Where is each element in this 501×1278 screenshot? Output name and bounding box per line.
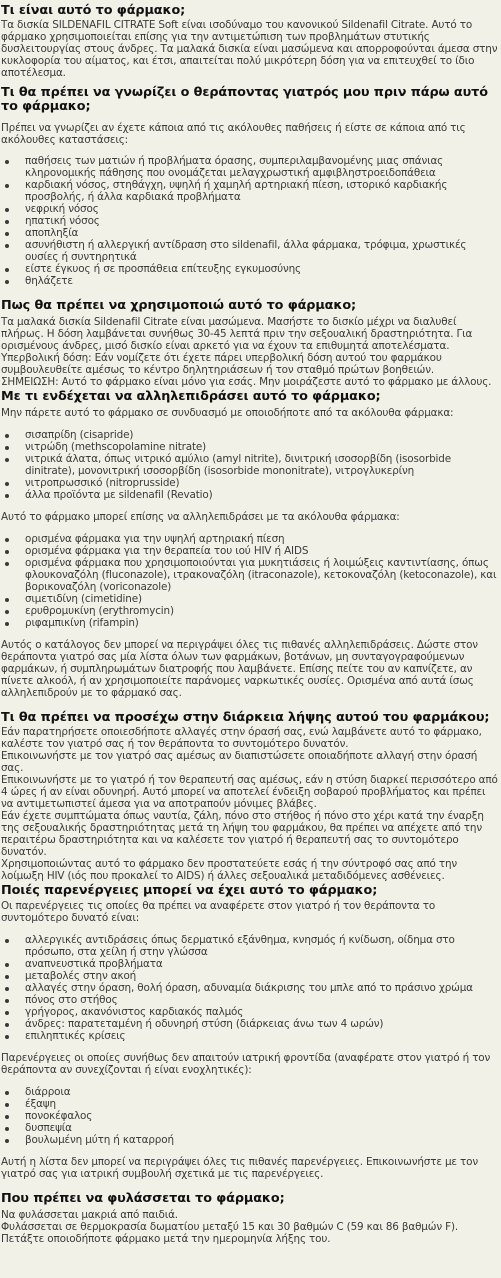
paragraph: Εάν παρατηρήσετε οποιεσδήποτε αλλαγές στην όρασή σας, ενώ λαμβάνετε αυτό το φάρμακο, καλέστε τον γιατρό σας ή τον θεράποντα το συντομότερο δυνατόν. [1, 726, 482, 750]
list-item: αλλαγές στην όραση, θολή όραση, αδυναμία διάκρισης του μπλε από το πράσινο χρώμα [25, 982, 500, 994]
minor-side-effects-list [1, 1086, 500, 1146]
paragraph: Τα δισκία SILDENAFIL CITRATE Soft είναι ισοδύναμο του κανονικού Sildenafil Citrate. Αυτό το φάρμακο χρησιμοποιείται επίσης για την αντιμετώπιση των προβλημάτων στυτικής δυσλειτουργίας στους άνδρες. Τα μαλακά δισκία είναι μασώμενα και απορροφούνται άμεσα στην κυκλοφορία του αίματος, και έτσι, απαιτείται πολύ μικρότερη δόση για να επιτευχθεί το ίδιο αποτέλεσμα. [1, 19, 498, 79]
list-item: άνδρες: παρατεταμένη ή οδυνηρή στύση (διάρκειας άνω των 4 ωρών) [25, 1018, 500, 1030]
section-heading: Με τι ενδέχεται να αλληλεπιδράσει αυτό το φάρμακο; [1, 389, 381, 404]
section-heading: Τι θα πρέπει να γνωρίζει ο θεράποντας γιατρός μου πριν πάρω αυτό το φάρμακο; [1, 85, 488, 114]
list-item: ορισμένα φάρμακα για την θεραπεία του ιού HIV ή AIDS [25, 545, 500, 557]
paragraph: Μην πάρετε αυτό το φάρμακο σε συνδυασμό με οποιοδήποτε από τα ακόλουθα φάρμακα: [1, 407, 454, 419]
section-storage [1, 1190, 500, 1245]
list-item: γρήγορος, ακανόνιστος καρδιακός παλμός [25, 1006, 500, 1018]
list-item: πόνος στο στήθος [25, 994, 500, 1006]
section-side-effects [1, 882, 500, 1180]
contraindicated-drugs-list [1, 429, 500, 501]
list-item: καρδιακή νόσος, στηθάγχη, υψηλή ή χαμηλή αρτηριακή πίεση, ιστορικό καρδιακής προσβολής, ή άλλα καρδιακά προβλήματα [25, 179, 500, 203]
list-item: σισαπρίδη (cisapride) [25, 429, 500, 441]
section-heading: Τι είναι αυτό το φάρμακο; [1, 3, 186, 18]
overdose-note: Υπερβολική δόση: Εάν νομίζετε ότι έχετε πάρει υπερβολική δόση αυτού του φαρμάκου συμβουλευθείτε αμέσως το κέντρο δηλητηριάσεων ή τον σταθμό πρώτων βοηθειών. [1, 352, 442, 376]
paragraph: Αυτός ο κατάλογος δεν μπορεί να περιγράψει όλες τις πιθανές αλληλεπιδράσεις. Δώστε στον θεράποντα γιατρό σας μία λίστα όλων των φαρμάκων, βοτάνων, μη συνταγογραφούμενων φαρμάκων, ή συμπληρωμάτων διατροφής που λαμβάνετε. Επίσης πείτε του αν καπνίζετε, αν πίνετε αλκοόλ, ή αν χρησιμοποιείτε παράνομες ναρκωτικές ουσίες. Ορισμένα από αυτά ίσως αλληλεπιδρούν με το φάρμακό σας. [1, 639, 478, 699]
list-item: νιτρικά άλατα, όπως νιτρικό αμύλιο (amyl nitrite), δινιτρική ισοσορβίδη (isosorbide dinitrate), μονονιτρική ισοσορβίδη (isosorbide mononitrate), νιτρογλυκερίνη [25, 453, 500, 477]
paragraph: Αυτή η λίστα δεν μπορεί να περιγράψει όλες τις πιθανές παρενέργειες. Επικοινωνήστε με τον γιατρό σας για ιατρική συμβουλή σχετικά με τις παρενέργειες. [1, 1156, 478, 1180]
list-item: βουλωμένη μύτη ή καταρροή [25, 1134, 500, 1146]
serious-side-effects-list [1, 934, 500, 1042]
list-item: μεταβολές στην ακοή [25, 970, 500, 982]
list-item: είστε έγκυος ή σε προσπάθεια επίτευξης εγκυμοσύνης [25, 263, 500, 275]
list-item: νεφρική νόσος [25, 203, 500, 215]
list-item: ορισμένα φάρμακα που χρησιμοποιούνται για μυκητιάσεις ή λοιμώξεις καντιντίασης, όπως φλουκοναζόλη (fluconazole), ιτρακοναζόλη (itraconazole), κετοκοναζόλη (ketoconazole), και βορικοναζόλη (voriconazole) [25, 557, 500, 593]
paragraph: Εάν έχετε συμπτώματα όπως ναυτία, ζάλη, πόνο στο στήθος ή πόνο στο χέρι κατά την έναρξη της σεξουαλικής δραστηριότητας μετά τη λήψη του φαρμάκου, θα πρέπει να απέχετε από την περαιτέρω δραστηριότητα και να καλέσετε τον γιατρό ή θεραπευτή σας το συντομότερο δυνατόν. [1, 810, 484, 858]
paragraph: Οι παρενέργειες τις οποίες θα πρέπει να αναφέρετε στον γιατρό ή τον θεράποντα το συντομότερο δυνατό είναι: [1, 900, 436, 924]
list-item: διάρροια [25, 1086, 500, 1098]
list-item: νιτρώδη (methscopolamine nitrate) [25, 441, 500, 453]
paragraph: Αυτό το φάρμακο μπορεί επίσης να αλληλεπιδράσει με τα ακόλουθα φάρμακα: [1, 511, 400, 523]
section-how-to-use [1, 297, 500, 388]
list-item: σιμετιδίνη (cimetidine) [25, 593, 500, 605]
list-item: ριφαμπικίνη (rifampin) [25, 617, 500, 629]
interacting-drugs-list [1, 533, 500, 629]
section-heading: Πως θα πρέπει να χρησιμοποιώ αυτό το φάρμακο; [1, 298, 357, 313]
list-item: θηλάζετε [25, 275, 500, 287]
paragraph: Να φυλάσσεται μακριά από παιδιά. [1, 1209, 178, 1221]
paragraph: Χρησιμοποιώντας αυτό το φάρμακο δεν προστατεύετε εσάς ή την σύντροφό σας από την λοίμωξη HIV (ιός που προκαλεί το AIDS) ή άλλες σεξουαλικά μεταδιδόμενες ασθένειες. [1, 858, 458, 882]
list-item: ερυθρομυκίνη (erythromycin) [25, 605, 500, 617]
list-item: πονοκέφαλος [25, 1110, 500, 1122]
list-item: αποπληξία [25, 227, 500, 239]
list-item: έξαψη [25, 1098, 500, 1110]
list-item: αλλεργικές αντιδράσεις όπως δερματικό εξάνθημα, κνησμός ή κνίδωση, οίδημα στο πρόσωπο, στα χείλη ή στην γλώσσα [25, 934, 500, 958]
list-item: επιληπτικές κρίσεις [25, 1030, 500, 1042]
list-item: ηπατική νόσος [25, 215, 500, 227]
paragraph: Πρέπει να γνωρίζει αν έχετε κάποια από τις ακόλουθες παθήσεις ή είστε σε κάποια από τις ακόλουθες καταστάσεις: [1, 122, 466, 146]
list-item: νιτροπρωσσικό (nitroprusside) [25, 477, 500, 489]
note: ΣΗΜΕΙΩΣΗ: Αυτό το φάρμακο είναι μόνο για εσάς. Μην μοιράζεστε αυτό το φάρμακο με άλλους. [1, 376, 492, 388]
list-item: ορισμένα φάρμακα για την υψηλή αρτηριακή πίεση [25, 533, 500, 545]
list-item: δυσπεψία [25, 1122, 500, 1134]
list-item: παθήσεις των ματιών ή προβλήματα όρασης, συμπεριλαμβανομένης μιας σπάνιας κληρονομικής πάθησης που ονομάζεται μελαγχρωστική αμφιβληστροειδοπάθεια [25, 155, 500, 179]
section-interactions [1, 388, 500, 699]
paragraph: Παρενέργειες οι οποίες συνήθως δεν απαιτούν ιατρική φροντίδα (αναφέρατε στον γιατρό ή τον θεράποντα αν συνεχίζονται ή είναι ενοχλητικές): [1, 1052, 491, 1076]
list-item: ασυνήθιστη ή αλλεργική αντίδραση στο sildenafil, άλλα φάρμακα, τρόφιμα, χρωστικές ουσίες ή συντηρητικά [25, 239, 500, 263]
list-item: αναπνευστικά προβλήματα [25, 958, 500, 970]
section-heading: Που πρέπει να φυλάσσεται το φάρμακο; [1, 1191, 285, 1206]
paragraph: Επικοινωνήστε με τον γιατρό σας αμέσως αν διαπιστώσετε οποιαδήποτε αλλαγή στην όρασή σας. [1, 750, 478, 774]
section-heading: Ποιές παρενέργειες μπορεί να έχει αυτό το φάρμακο; [1, 883, 378, 898]
section-precautions [1, 709, 500, 882]
conditions-list [1, 155, 500, 287]
section-what-is [1, 2, 500, 79]
section-before-use [1, 86, 500, 287]
paragraph: Τα μαλακά δισκία Sildenafil Citrate είναι μασώμενα. Μασήστε το δισκίο μέχρι να διαλυθεί πλήρως. Η δόση λαμβάνεται συνήθως 30-45 λεπτά πριν την σεξουαλική δραστηριότητα. Για ορισμένους άνδρες, μισό δισκίο είναι αρκετό για να έχουν τα επιθυμητά αποτελέσματα. [1, 316, 473, 352]
section-heading: Τι θα πρέπει να προσέχω στην διάρκεια λήψης αυτού του φαρμάκου; [1, 710, 490, 725]
list-item: άλλα προϊόντα με sildenafil (Revatio) [25, 489, 500, 501]
paragraph: Φυλάσσεται σε θερμοκρασία δωματίου μεταξύ 15 και 30 βαθμών C (59 και 86 βαθμών F). Πετάξτε οποιοδήποτε φάρμακο μετά την ημερομηνία λήξης του. [1, 1221, 459, 1245]
paragraph: Επικοινωνήστε με το γιατρό ή τον θεραπευτή σας αμέσως, εάν η στύση διαρκεί περισσότερο από 4 ώρες ή αν είναι οδυνηρή. Αυτό μπορεί να αποτελεί ένδειξη σοβαρού προβλήματος και πρέπει να αντιμετωπιστεί άμεσα για να αποτραπούν μόνιμες βλάβες. [1, 774, 498, 810]
